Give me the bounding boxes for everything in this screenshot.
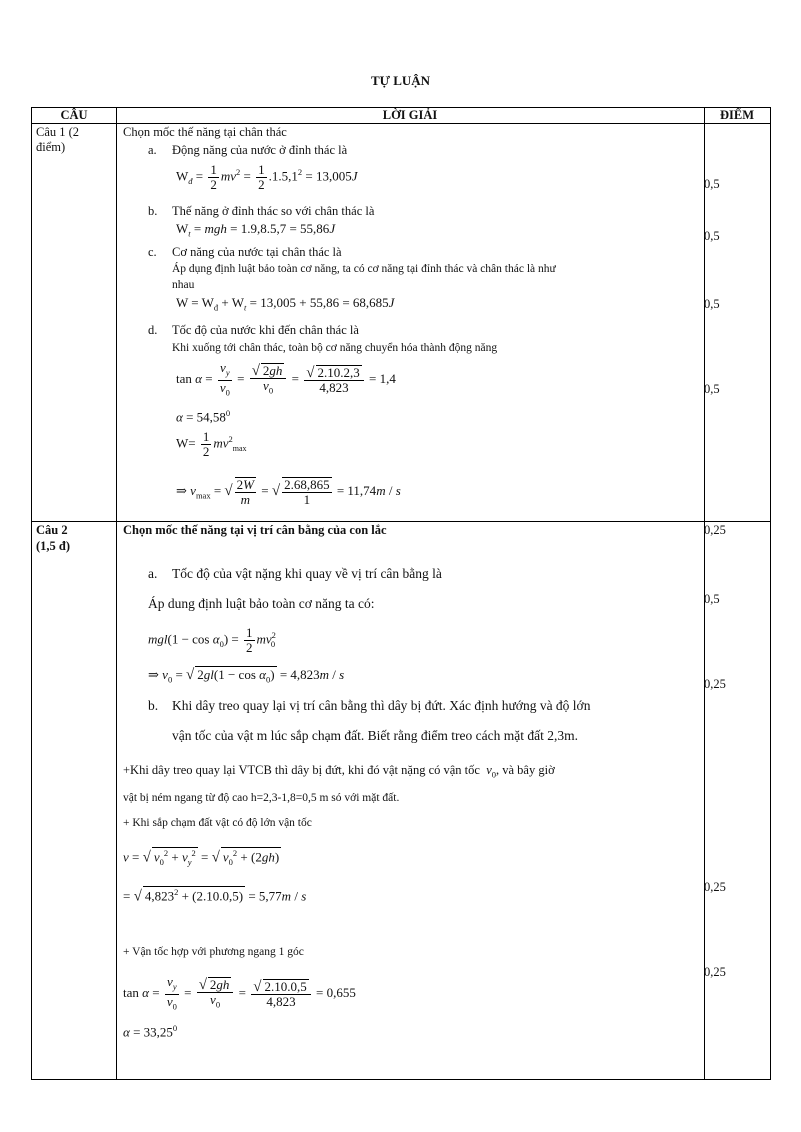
q1-c-text: Cơ năng của nước tại chân thác là xyxy=(172,245,342,259)
answer-table xyxy=(31,107,771,1080)
q2-score-velocity: 0,25 xyxy=(704,880,726,894)
q1-kinetic-energy-formula: $W_đ$ = $\frac{1}{2}$ $mv^2$ = $\frac{1}{2}$ $.1.5,1^2 = 13,005J$ xyxy=(176,162,358,192)
q2-a-text: Tốc độ của vật nặng khi quay về vị trí cân bằng là xyxy=(172,566,442,581)
q2-paragraph-1-start: +Khi dây treo quay lại VTCB thì dây bị đứt, khi đó vật nặng có vận tốc xyxy=(123,763,480,777)
q1-a-marker: a. xyxy=(148,143,157,157)
page-title: TỰ LUẬN xyxy=(370,73,431,88)
q2-score-intro: 0,25 xyxy=(704,523,726,537)
q2-b-text-line1: Khi dây treo quay lại vị trí cân bằng thì dây bị đứt. Xác định hướng và độ lớn xyxy=(172,698,591,713)
q2-velocity-formula: v = √ $v_0^2 + v_y^2$ = √ $v_0^2 + (2gh)$ xyxy=(123,848,280,867)
q1-c-note-line2: nhau xyxy=(172,279,195,291)
q1-energy-vmax-formula: W= $\frac{1}{2}$ $mv^2_{max}$ xyxy=(176,429,247,459)
q1-score-c: 0,5 xyxy=(704,297,720,311)
q2-score-angle: 0,25 xyxy=(704,965,726,979)
q2-energy-conservation-formula: $mgl(1 - \cos \alpha_0)$ = $\frac{1}{2}$ $mv^2_0$ xyxy=(148,625,276,655)
q2-paragraph-4: + Vận tốc hợp với phương ngang 1 góc xyxy=(123,946,304,958)
q2-alpha-value: $\alpha = 33,25^0$ xyxy=(123,1023,178,1040)
q2-intro: Chọn mốc thế năng tại vị trí cân bằng của con lắc xyxy=(123,523,387,537)
q2-paragraph-3: + Khi sắp chạm đất vật có độ lớn vận tốc xyxy=(123,817,312,829)
q1-score-a: 0,5 xyxy=(704,177,720,191)
q2-b-marker: b. xyxy=(148,698,159,713)
q2-paragraph-1-end: , và bây giờ xyxy=(496,763,555,777)
q2-v0-formula: ⇒ $v_0$ = √ $2gl(1 - \cos \alpha_0) = 4,823m / s$ xyxy=(148,667,345,685)
q1-label-line2: điểm) xyxy=(36,140,66,154)
q1-d-text: Tốc độ của nước khi đến chân thác là xyxy=(172,323,359,337)
q1-b-marker: b. xyxy=(148,204,158,218)
q1-a-text: Động năng của nước ở đỉnh thác là xyxy=(172,143,348,157)
q1-d-marker: d. xyxy=(148,323,158,337)
q1-label-line1: Câu 1 (2 xyxy=(36,125,80,139)
q1-alpha-value: $\alpha = 54,58^0$ xyxy=(176,408,231,425)
q1-score-d: 0,5 xyxy=(704,382,720,396)
column-divider xyxy=(116,108,117,1079)
q1-tan-alpha-formula: tan α = $\frac{v_y}{v_0}$ = $\frac{√ 2gh}{v_0}$ = $\frac{√ 2.10.2,3}{4,823}$ = 1,4 xyxy=(176,360,396,398)
q2-score-a: 0,5 xyxy=(704,592,720,606)
q1-vmax-formula: ⇒ $v_{max}$ = √ $\frac{2W}{m}$ = √ $\frac{2.68,865}{1}$ = 11,74m / s xyxy=(176,477,401,507)
q1-c-note-line1: Áp dụng định luật bảo toàn cơ năng, ta có cơ năng tại đỉnh thác và chân thác là như xyxy=(172,263,556,275)
header-diem: ĐIỂM xyxy=(719,108,755,122)
q2-b-text-line2: vận tốc của vật m lúc sắp chạm đất. Biết rằng điểm treo cách mặt đất 2,3m. xyxy=(172,728,578,743)
header-cau: CÂU xyxy=(60,108,88,122)
header-loigiai: LỜI GIẢI xyxy=(382,108,438,122)
q1-intro: Chọn mốc thế năng tại chân thác xyxy=(123,125,287,139)
q1-potential-energy-formula: $W_t$ = mgh = 1.9,8.5,7 = 55,86J xyxy=(176,221,336,239)
q2-label-line2: (1,5 đ) xyxy=(36,539,71,553)
row-divider xyxy=(32,521,770,522)
q2-paragraph-1: +Khi dây treo quay lại VTCB thì dây bị đứt, khi đó vật nặng có vận tốc $v_0$, và bây giờ xyxy=(123,763,555,780)
q1-c-marker: c. xyxy=(148,245,157,259)
q2-label-line1: Câu 2 xyxy=(36,523,68,537)
header-divider xyxy=(32,123,770,124)
q2-a-note: Áp dung định luật bảo toàn cơ năng ta có: xyxy=(148,596,375,611)
q1-b-text: Thế năng ở đỉnh thác so với chân thác là xyxy=(172,204,375,218)
q2-a-marker: a. xyxy=(148,566,158,581)
q2-tan-alpha-formula: tan α = $\frac{v_y}{v_0}$ = $\frac{√ 2gh}{v_0}$ = $\frac{√ 2.10.0,5}{4,823}$ = 0,655 xyxy=(123,974,356,1012)
q1-score-b: 0,5 xyxy=(704,229,720,243)
q2-score-v0: 0,25 xyxy=(704,677,726,691)
q2-velocity-value: = √ $4,823^2 + (2.10.0,5) = 5,77m / s$ xyxy=(123,887,307,905)
q1-mechanical-energy-formula: $W = W_đ + W_t = 13,005 + 55,86 = 68,685J$ xyxy=(176,295,395,313)
q2-paragraph-2: vật bị ném ngang từ độ cao h=2,3-1,8=0,5 m só với mặt đất. xyxy=(123,792,400,804)
q1-d-note: Khi xuống tới chân thác, toàn bộ cơ năng chuyển hóa thành động năng xyxy=(172,342,498,354)
